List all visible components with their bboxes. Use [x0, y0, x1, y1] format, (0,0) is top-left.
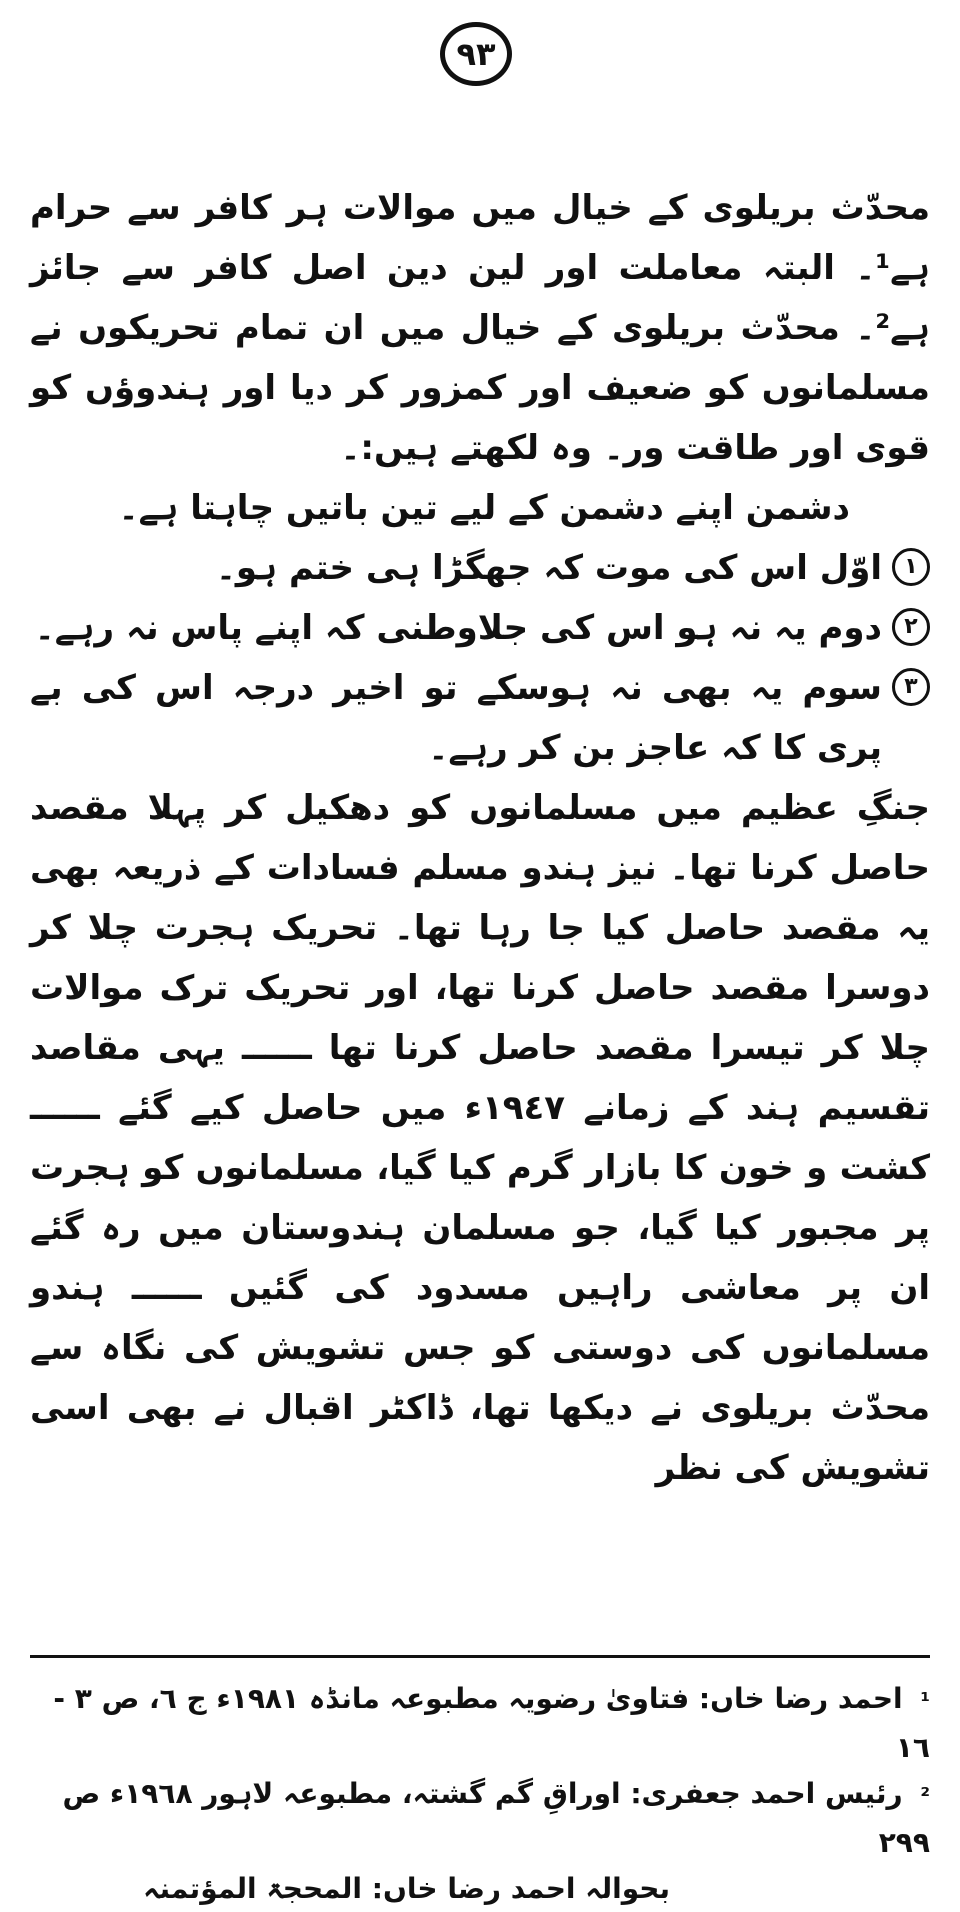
footnote-2: [30, 1771, 930, 1866]
list-item-text: سوم یہ بھی نہ ہوسکے تو اخیر درجہ اس کی بے پری کا کہ عاجز بن کر رہے۔: [30, 668, 882, 768]
item-number-circle: ١: [892, 548, 930, 586]
footnote-ref: ²: [920, 1784, 930, 1809]
footnote-1: [30, 1676, 930, 1771]
list-intro: دشمن اپنے دشمن کے لیے تین باتیں چاہتا ہے۔: [118, 488, 850, 528]
main-text: [30, 178, 930, 1498]
page-number-badge: [440, 22, 512, 86]
numbered-list: [30, 538, 930, 778]
item-number-circle: ٣: [892, 668, 930, 706]
list-item-text: اوّل اس کی موت کہ جھگڑا ہی ختم ہو۔: [215, 548, 882, 588]
footnote-source: [30, 1866, 930, 1912]
list-item: [30, 538, 930, 598]
list-item: [30, 658, 930, 778]
footnote-ref: ¹: [920, 1689, 930, 1714]
list-item: [30, 598, 930, 658]
footnote-text: رئیس احمد جعفری: اوراقِ گم گشتہ، مطبوعہ لاہور ١٩٦٨ء ص ٢٩٩: [62, 1777, 930, 1859]
item-number-circle: ٢: [892, 608, 930, 646]
page-number: ٩٣: [456, 35, 496, 73]
footnote-text: بحوالہ احمد رضا خاں: المحجۃ المؤتمنہ: [143, 1872, 670, 1905]
list-item-text: دوم یہ نہ ہو اس کی جلاوطنی کہ اپنے پاس نہ رہے۔: [34, 608, 882, 648]
paragraph-2: جنگِ عظیم میں مسلمانوں کو دھکیل کر پہلا مقصد حاصل کرنا تھا۔ نیز ہندو مسلم فسادات کے ذریعہ بھی یہ مقصد حاصل کیا جا رہا تھا۔ تحریک ہجرت چلا کر دوسرا مقصد حاصل کرنا تھا، اور تحریک ترک موالات چلا کر تیسرا مقصد حاصل کرنا تھا ــــــ یہی مقاصد تقسیم ہند کے زمانے ١٩٤٧ء میں حاصل کیے گئے ــــــ کشت و خون کا بازار گرم کیا گیا، مسلمانوں کو ہجرت پر مجبور کیا گیا، جو مسلمان ہندوستان میں رہ گئے ان پر معاشی راہیں مسدود کی گئیں ــــــ ہندو مسلمانوں کی دوستی کو جس تشویش کی نگاہ سے محدّث بریلوی نے دیکھا تھا، ڈاکٹر اقبال نے بھی اسی تشویش کی نظر: [30, 788, 930, 1488]
footnotes: [30, 1676, 930, 1912]
footnote-text: احمد رضا خاں: فتاویٰ رضویہ مطبوعہ مانڈہ ١٩٨١ء ج ٦، ص ٣ - ١٦: [53, 1682, 930, 1764]
paragraph-1: محدّث بریلوی کے خیال میں موالات ہر کافر سے حرام ہے¹۔ البتہ معاملت اور لین دین اصل کافر سے جائز ہے²۔ محدّث بریلوی کے خیال میں ان تمام تحریکوں نے مسلمانوں کو ضعیف اور کمزور کر دیا اور ہندوؤں کو قوی اور طاقت ور۔ وہ لکھتے ہیں:۔: [30, 188, 930, 468]
footnote-divider: [30, 1655, 930, 1658]
